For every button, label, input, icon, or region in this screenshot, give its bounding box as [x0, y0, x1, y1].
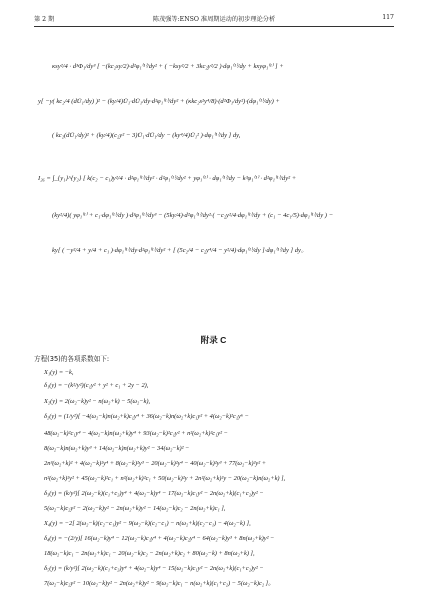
- coefficient-line: 8(ω₂−k)n(ω₂+k)y³ + 14(ω₂−k)n(ω₂+k)y² − 34(ω₂−k)² −: [44, 445, 190, 452]
- coefficient-line: n²(ω₂+k)²y² + 45(ω₂−k)²c₁ + n²(ω₂+k)²c₁ + 50(ω₂−k)²y + 2n²(ω₂+k)²y − 20(ω₂−k)n(ω₂+k) ],: [44, 475, 286, 482]
- coefficient-line: 48(ω₂−k)²c₁y⁴ − 4(ω₂−k)n(ω₂+k)y⁴ + 93(ω₂−k)²c₁y² + n²(ω₂+k)²c₁y² −: [44, 430, 228, 437]
- coefficient-line: δ₅(y) = (k/y²)[ 2(ω₂−k)(c₁+c₂)y⁴ + 4(ω₂−k)y⁴ − 15(ω₂−k)c₁y² − 2n(ω₂+k)(c₁+c₂)y² −: [44, 565, 264, 572]
- coefficient-line: δ₁(y) = −(k²/y²)(c₁y² + y² + c₁ + 2y − 2),: [44, 382, 149, 389]
- appendix-intro: 方程(35)的各项系数如下:: [34, 355, 110, 363]
- coefficient-line: 18(ω₂−k)c₁ − 2n(ω₂+k)c₁ − 20(ω₂−k)c₂ − 2n(ω₂+k)c₂ + 80(ω₂−k) + 8n(ω₂+k) ],: [44, 550, 255, 557]
- equation-line: ky[ ( −y²/4 + y/4 + c₁ )·dφ₁⁽¹⁾/dy·d²φ₁⁽¹⁾/dy² + [ (5c₂/4 − c₂y⁴/4 − y²/4)·dφ₁⁽¹⁾/dy ]·dφ₁⁽¹⁾/dy ] dy。: [52, 247, 308, 254]
- equation-line: I₂₆ = ∫_{y₁}^{y₂} [ k(c₂ − c₁)y²/4 · d²φ₁⁽¹⁾/dy² · d²φ₁⁽¹⁾/dy² + yφ₁⁽¹⁾ · dφ₁⁽¹⁾/dy − k³φ₁⁽¹⁾ · d²φ₁⁽¹⁾/dy² +: [38, 175, 297, 182]
- article-title: 陈茂强等:ENSO 准周期运动的初步理论分析: [152, 16, 276, 23]
- equation-line: y[ −y( kc₂/4 (dŪ₁/dy) )² − (ky/4)Ū₁·dŪ₁/dy·d²φ₁⁽¹⁾/dy² + (κkc₂s²y⁴/8)·(d²Φ₁/dy²)·(dφ₁⁽¹⁾/dy) +: [38, 98, 280, 105]
- coefficient-line: 2n³(ω₂+k)² + 4(ω₂−k)²y⁴ + 8(ω₂−k)²y³ − 20(ω₂−k)²y⁴ − 40(ω₂−k)²y³ + 77(ω₂−k)²y² +: [44, 460, 267, 467]
- coefficient-line: δ₃(y) = (k/y²)[ 2(ω₂−k)(c₁+c₂)y⁴ + 4(ω₂−k)y⁴ − 17(ω₂−k)c₁y² − 2n(ω₂+k)(c₁+c₂)y² −: [44, 490, 264, 497]
- coefficient-line: X₂(y) = 2(ω₂−k)y² − n(ω₂+k) − 5(ω₂−k),: [44, 398, 151, 405]
- equation-line: κsy²/4 · d³Φ₁/dy³ [ −(kc₂sy/2)·d²φ₁⁽¹⁾/dy² + ( −ksy²/2 + 3kc₂y²/2 )·dφ₁⁽¹⁾/dy + kxyφ₁⁽¹⁾ ] +: [52, 63, 284, 70]
- coefficient-line: X₁(y) = −k,: [44, 369, 74, 376]
- coefficient-line: δ₂(y) = (1/y²)[ −4(ω₂−k)n(ω₂+k)c₁y⁴ + 36(ω₂−k)n(ω₂+k)c₁y² + 4(ω₂−k)²c₁y⁶ −: [44, 413, 249, 420]
- coefficient-line: X₄(y) = −2[ 2(ω₂−k)(c₂−c₁)y² − 9(ω₂−k)(c₂−c₁) − n(ω₂+k)(c₂−c₁) − 4(ω₂−k) ],: [44, 520, 251, 527]
- page-number: 117: [382, 14, 394, 21]
- equation-line: (ky²/4)( yφ₁⁽¹⁾ + c₁·dφ₁⁽¹⁾/dy )·d³φ₁⁽¹⁾/dy³ − (5ky/4)·d²φ₁⁽¹⁾/dy²·( −c₂y²/4·dφ₁⁽¹⁾/dy + (c₁ − 4c₁/5)·dφ₁⁽¹⁾/dy ) −: [52, 212, 334, 219]
- issue-label: 第 2 期: [34, 16, 55, 23]
- coefficient-line: δ₄(y) = −(2/y)[ 16(ω₂−k)y⁴ − 12(ω₂−k)c₁y⁴ + 4(ω₂−k)c₂y⁴ − 64(ω₂−k)y³ + 8n(ω₂+k)y² −: [44, 535, 275, 542]
- equation-line: ( kc₂(dŪ₁/dy)² + (ky/4)(c₂y² − 3)Ū₁·dŪ₁/dy − (ky⁴/4)Ū₁² )·dφ₁⁽¹⁾/dy ] dy,: [52, 132, 241, 139]
- running-header: [34, 14, 394, 27]
- coefficient-line: 5(ω₂−k)c₂y² − 2(ω₂−k)y² − 2n(ω₂+k)y² − 14(ω₂−k)c₂ − 2n(ω₂+k)c₁ ],: [44, 505, 226, 512]
- coefficient-line: 7(ω₂−k)c₂y² − 10(ω₂−k)y² − 2n(ω₂+k)y² − 9(ω₂−k)c₁ − n(ω₂+k)(c₁+c₂) − 5(ω₂−k)c₂ ]。: [44, 580, 275, 587]
- appendix-title: 附录 C: [200, 335, 227, 345]
